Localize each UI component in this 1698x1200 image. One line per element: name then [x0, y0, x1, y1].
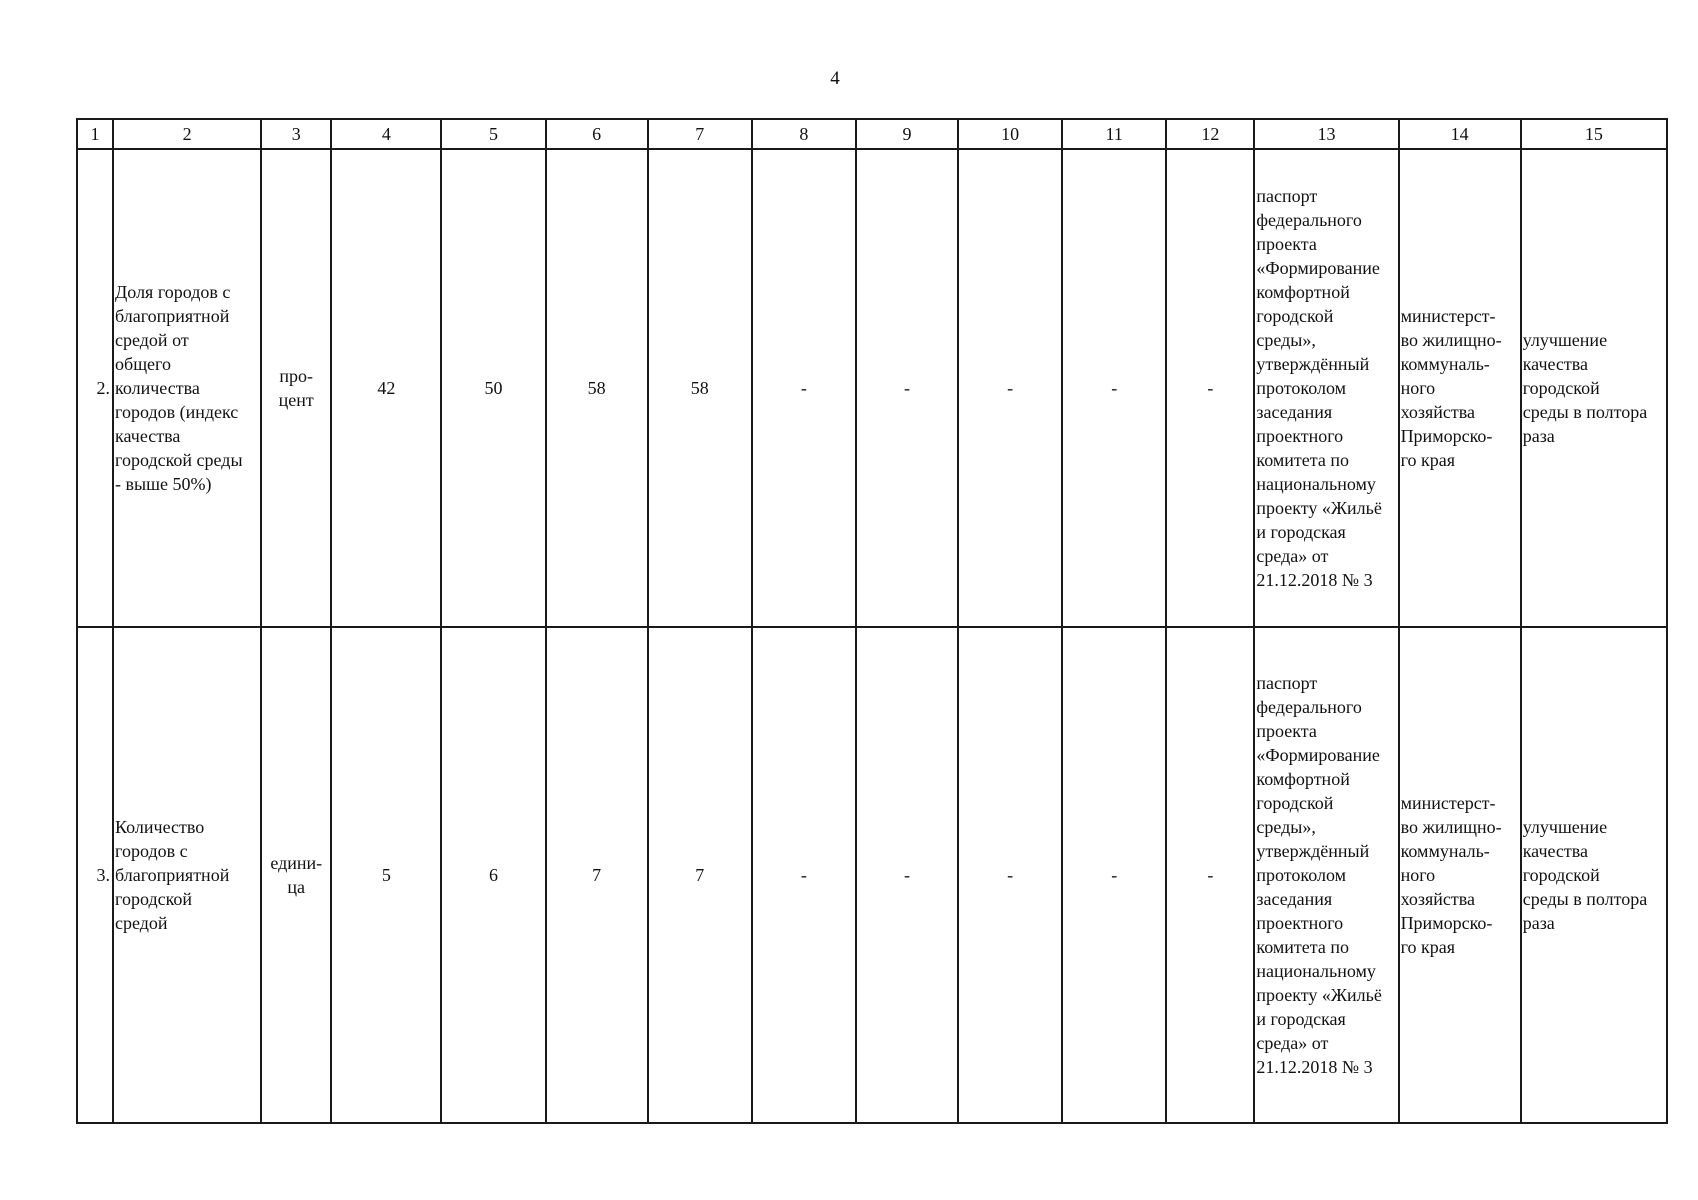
text-line: городской — [1522, 378, 1600, 398]
text-line: 21.12.2018 № 3 — [1256, 1057, 1373, 1077]
text-line: и городская — [1256, 522, 1346, 542]
unit — [261, 149, 331, 627]
text-line: средой — [115, 913, 168, 933]
text-line: го края — [1400, 450, 1456, 470]
text-line: проекта — [1256, 721, 1317, 741]
text-line: качества — [1522, 354, 1589, 374]
text-line: среды в полтора — [1522, 889, 1648, 909]
indicator-name — [113, 149, 261, 627]
text-line: раза — [1522, 913, 1555, 933]
value-cell: - — [1062, 627, 1166, 1123]
value-cell: 42 — [331, 149, 441, 627]
responsible-body — [1399, 149, 1521, 627]
column-number: 5 — [441, 119, 545, 149]
text-line: городской — [115, 889, 193, 909]
value-cell: - — [752, 627, 856, 1123]
value-cell: 7 — [648, 627, 752, 1123]
column-number: 1 — [77, 119, 113, 149]
text-line: количества — [115, 378, 200, 398]
text-line: - выше 50%) — [115, 474, 212, 494]
text-line: комфортной — [1256, 282, 1350, 302]
text-line: Приморско- — [1400, 913, 1493, 933]
text-line: благоприятной — [115, 865, 230, 885]
text-line: коммуналь- — [1400, 841, 1490, 861]
text-line: протоколом — [1256, 378, 1347, 398]
text-line: министерст- — [1400, 793, 1496, 813]
value-cell: - — [958, 627, 1062, 1123]
text-line: проекту «Жильё — [1256, 498, 1382, 518]
text-line: национальному — [1256, 474, 1376, 494]
row-number: 2. — [77, 149, 113, 627]
text-line: среды», — [1256, 330, 1316, 350]
text-line: среда» от — [1256, 546, 1329, 566]
column-numbers-row — [77, 119, 1667, 149]
text-line: Доля городов с — [115, 282, 231, 302]
text-line: ного — [1400, 378, 1436, 398]
value-cell: - — [1166, 149, 1254, 627]
text-line: утверждённый — [1256, 354, 1370, 374]
text-line: среды в полтора — [1522, 402, 1648, 422]
column-number: 11 — [1062, 119, 1166, 149]
text-line: общего — [115, 354, 171, 374]
text-line: ца — [287, 877, 306, 897]
value-cell: 50 — [441, 149, 545, 627]
text-line: «Формирование — [1256, 745, 1380, 765]
text-line: средой от — [115, 330, 189, 350]
text-line: «Формирование — [1256, 258, 1380, 278]
indicators-table — [76, 118, 1668, 1124]
text-line: комитета по — [1256, 450, 1349, 470]
text-line: проекта — [1256, 234, 1317, 254]
text-line: национальному — [1256, 961, 1376, 981]
value-cell: 7 — [546, 627, 648, 1123]
text-line: во жилищно- — [1400, 330, 1502, 350]
unit — [261, 627, 331, 1123]
text-line: паспорт — [1256, 673, 1318, 693]
text-line: Приморско- — [1400, 426, 1493, 446]
value-cell: 6 — [441, 627, 545, 1123]
text-line: раза — [1522, 426, 1555, 446]
text-line: городов (индекс — [115, 402, 239, 422]
column-number: 2 — [113, 119, 261, 149]
text-line: улучшение — [1522, 330, 1608, 350]
text-line: городской — [1522, 865, 1600, 885]
text-line: 21.12.2018 № 3 — [1256, 570, 1373, 590]
source-document — [1254, 149, 1398, 627]
text-line: коммуналь- — [1400, 354, 1490, 374]
expected-result — [1521, 149, 1667, 627]
column-number: 10 — [958, 119, 1062, 149]
text-line: проектного — [1256, 426, 1344, 446]
text-line: городской среды — [115, 450, 243, 470]
text-line: федерального — [1256, 697, 1362, 717]
text-line: ного — [1400, 865, 1436, 885]
text-line: городской — [1256, 306, 1334, 326]
text-line: качества — [1522, 841, 1589, 861]
text-line: хозяйства — [1400, 889, 1476, 909]
value-cell: 58 — [546, 149, 648, 627]
row-number: 3. — [77, 627, 113, 1123]
column-number: 3 — [261, 119, 331, 149]
indicator-name — [113, 627, 261, 1123]
column-number: 12 — [1166, 119, 1254, 149]
text-line: про- — [279, 366, 314, 386]
value-cell: - — [752, 149, 856, 627]
text-line: заседания — [1256, 889, 1333, 909]
text-line: городской — [1256, 793, 1334, 813]
text-line: комфортной — [1256, 769, 1350, 789]
text-line: федерального — [1256, 210, 1362, 230]
text-line: министерст- — [1400, 306, 1496, 326]
column-number: 7 — [648, 119, 752, 149]
page-number: 4 — [830, 68, 840, 89]
text-line: комитета по — [1256, 937, 1349, 957]
text-line: среда» от — [1256, 1033, 1329, 1053]
text-line: паспорт — [1256, 186, 1318, 206]
column-number: 6 — [546, 119, 648, 149]
table-row — [77, 627, 1667, 1123]
column-number: 15 — [1521, 119, 1667, 149]
text-line: едини- — [270, 853, 323, 873]
text-line: городов с — [115, 841, 188, 861]
text-line: во жилищно- — [1400, 817, 1502, 837]
text-line: проектного — [1256, 913, 1344, 933]
responsible-body — [1399, 627, 1521, 1123]
value-cell: - — [1166, 627, 1254, 1123]
text-line: улучшение — [1522, 817, 1608, 837]
value-cell: - — [1062, 149, 1166, 627]
text-line: заседания — [1256, 402, 1333, 422]
expected-result — [1521, 627, 1667, 1123]
value-cell: 5 — [331, 627, 441, 1123]
value-cell: - — [856, 627, 958, 1123]
source-document — [1254, 627, 1398, 1123]
column-number: 4 — [331, 119, 441, 149]
text-line: цент — [278, 390, 314, 410]
text-line: протоколом — [1256, 865, 1347, 885]
text-line: качества — [115, 426, 181, 446]
column-number: 14 — [1399, 119, 1521, 149]
value-cell: - — [856, 149, 958, 627]
text-line: и городская — [1256, 1009, 1346, 1029]
column-number: 13 — [1254, 119, 1398, 149]
column-number: 8 — [752, 119, 856, 149]
text-line: среды», — [1256, 817, 1316, 837]
table-row — [77, 149, 1667, 627]
text-line: Количество — [115, 817, 205, 837]
text-line: благоприятной — [115, 306, 230, 326]
value-cell: - — [958, 149, 1062, 627]
column-number: 9 — [856, 119, 958, 149]
text-line: хозяйства — [1400, 402, 1476, 422]
text-line: утверждённый — [1256, 841, 1370, 861]
value-cell: 58 — [648, 149, 752, 627]
text-line: проекту «Жильё — [1256, 985, 1382, 1005]
text-line: го края — [1400, 937, 1456, 957]
